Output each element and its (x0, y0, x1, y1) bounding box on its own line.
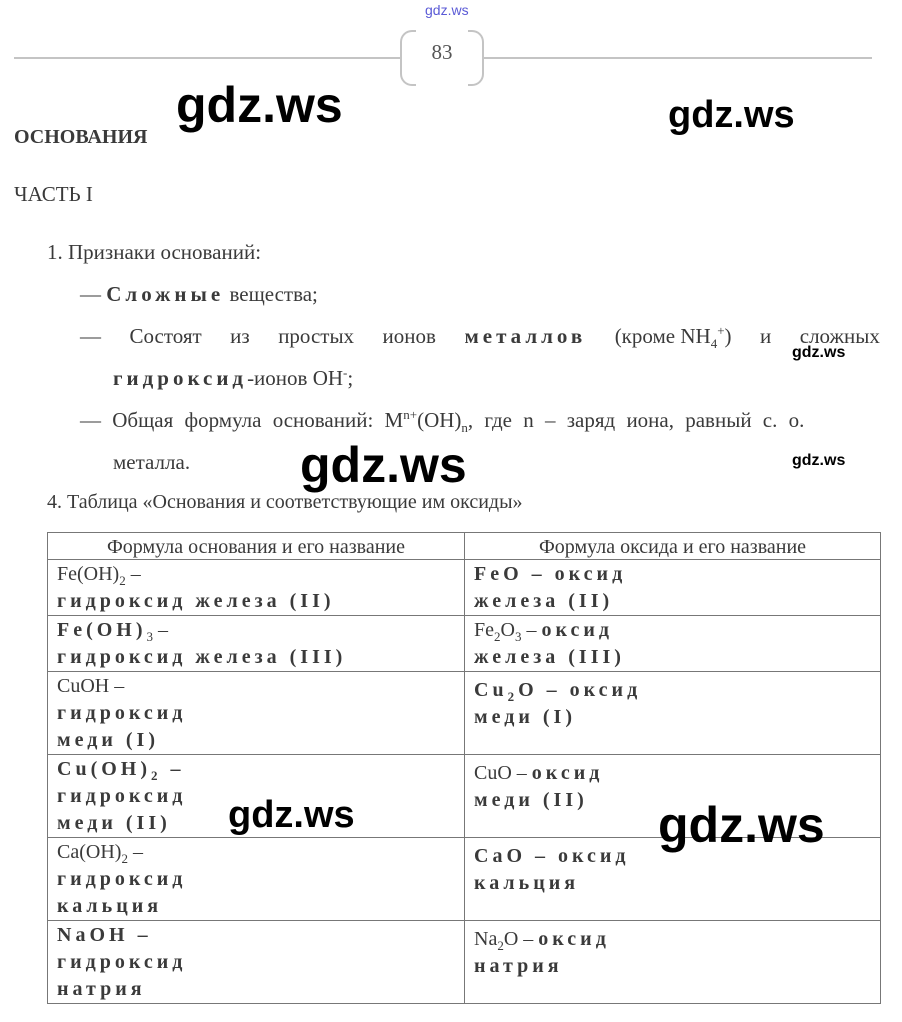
oxide-cell: $Na_2O$ – оксид натрия (465, 921, 881, 1004)
word: ионов (382, 324, 436, 348)
page-number-bracket-left (400, 30, 416, 86)
base-cell: $Ca(OH)_2$ – гидроксид кальция (48, 838, 465, 921)
oxide-cell: CaO – оксид кальция (465, 838, 881, 921)
watermark: gdz.ws (658, 797, 825, 853)
bullet-2-line-2: гидроксид-ионов OH-; (113, 365, 354, 390)
header-rule-right (484, 57, 872, 59)
word: простых (278, 324, 355, 348)
header-rule-left (14, 57, 400, 59)
base-cell: $Cu(OH)_2$ – гидроксид меди (II) (48, 755, 465, 838)
oxide-cell: CuO – оксид меди (II) (465, 755, 881, 838)
table-row (48, 672, 881, 755)
watermark: gdz.ws (176, 77, 343, 133)
item-4-title: 4. Таблица «Основания и соответствующие им оксиды» (47, 491, 523, 513)
table-row (48, 560, 881, 616)
base-cell: $Fe(OH)_2$ – гидроксид железа (II) (48, 560, 465, 616)
page-number-bracket-right (468, 30, 484, 86)
watermark: gdz.ws (228, 794, 355, 836)
dash: — (80, 324, 101, 348)
base-cell: $Fe(OH)_3$ – гидроксид железа (III) (48, 616, 465, 672)
item-1-title: 1. Признаки оснований: (47, 240, 262, 264)
column-header: Формула оксида и его название (465, 533, 881, 560)
base-cell: CuOH – гидроксид меди (I) (48, 672, 465, 755)
oxide-cell: $Fe_2O_3$ – оксид железа (III) (465, 616, 881, 672)
oxide-cell: $Cu_2O$ – оксид меди (I) (465, 672, 881, 755)
part-title: ЧАСТЬ I (14, 182, 93, 206)
oxide-cell: FeO – оксид железа (II) (465, 560, 881, 616)
bullet-2 (80, 323, 880, 352)
page-number: 83 (431, 40, 453, 64)
watermark: gdz.ws (792, 344, 846, 361)
bullet-text: вещества; (229, 282, 318, 306)
bold-term: Сложные (106, 282, 225, 306)
dash: — (80, 408, 101, 432)
bold-term: гидроксид (113, 366, 248, 390)
site-label: gdz.ws (425, 2, 469, 18)
table-row (48, 921, 881, 1004)
bullet-3: — Общая формула оснований: $M^{n+}(OH)_n$, где n – заряд иона, равный с. о. (80, 407, 805, 436)
base-cell: NaOH – гидроксид натрия (48, 921, 465, 1004)
bold-term: металлов (464, 324, 587, 348)
bullet-1 (80, 282, 318, 307)
word: из (230, 324, 250, 348)
watermark: gdz.ws (792, 452, 846, 469)
section-title: ОСНОВАНИЯ (14, 126, 148, 148)
word: сложных (799, 324, 880, 348)
dash: — (80, 282, 101, 306)
bases-oxides-table (47, 532, 881, 1004)
watermark: gdz.ws (300, 437, 467, 493)
word: Состоят (129, 324, 202, 348)
ammonium-note: (кроме $NH_4^+$) (614, 323, 732, 352)
watermark: gdz.ws (668, 94, 795, 136)
table-row (48, 616, 881, 672)
word: и (760, 324, 772, 348)
column-header: Формула основания и его название (48, 533, 465, 560)
bullet-3-line-2: металла. (113, 450, 191, 474)
